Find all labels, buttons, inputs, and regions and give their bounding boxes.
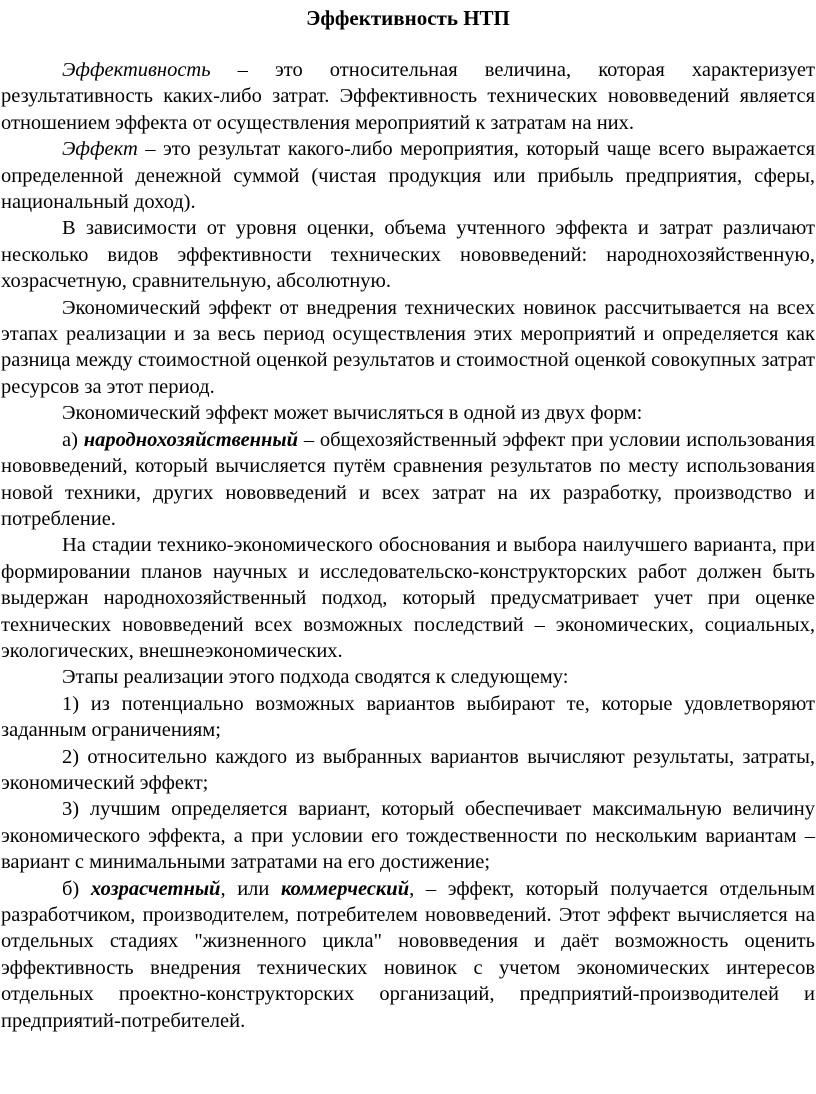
paragraph-text: – это относительная величина, которая характеризует результативность каких-либо затрат. Эффективность технических нововведений является отношением эффекта от осуществления мероприятий к затратам на них.	[1, 59, 815, 134]
paragraph-text: , – эффект, который получается отдельным разработчиком, производителем, потребителем нововведений. Этот эффект вычисляется на отдельных стадиях "жизненного цикла" нововведения и даёт возможность оценить эффективность внедрения технических новинок с учетом экономических интересов отдельных проектно-конструкторских организаций, предприятий-производителей и предприятий-потребителей.	[1, 877, 815, 1032]
term-efficiency: Эффективность	[62, 59, 211, 81]
list-item-stage-3: 3) лучшим определяется вариант, который обеспечивает максимальную величину экономического эффекта, а при условии его тождественности по нескольким вариантам – вариант с минимальными затратами на его достижение;	[1, 798, 815, 874]
term-national-economic: народнохозяйственный	[83, 428, 299, 451]
paragraph-two-forms: Экономический эффект может вычисляться в одной из двух форм:	[62, 402, 643, 425]
term-commercial: коммерческий	[280, 877, 410, 900]
list-item-stage-2: 2) относительно каждого из выбранных вариантов вычисляют результаты, затраты, экономический эффект;	[1, 745, 815, 794]
paragraph-text: – это результат какого-либо мероприятия, который чаще всего выражается определенной денежной суммой (чистая продукция или прибыль предприятия, сферы, национальный доход).	[1, 138, 815, 214]
list-item-stage-1: 1) из потенциально возможных вариантов выбирают те, которые удовлетворяют заданным ограничениям;	[1, 692, 815, 742]
paragraph-effect-definition	[1, 136, 815, 215]
paragraph-stages-intro: Этапы реализации этого подхода сводятся к следующему:	[62, 666, 569, 689]
list-marker: а)	[62, 428, 84, 451]
paragraph-text: – общехозяйственный эффект при условии использования нововведений, который вычисляется путём сравнения результатов по месту использования новой техники, других нововведений и всех затрат на их разработку, производство и потребление.	[1, 428, 815, 530]
paragraph-efficiency-definition	[1, 57, 815, 136]
paragraph-efficiency-types: В зависимости от уровня оценки, объема учтенного эффекта и затрат различают несколько видов эффективности технических нововведений: народнохозяйственную, хозрасчетную, сравнительную, абсолютную.	[1, 217, 815, 293]
paragraph-text: , или	[220, 877, 281, 900]
list-marker: б)	[62, 877, 91, 900]
paragraph-economic-effect: Экономический эффект от внедрения технических новинок рассчитывается на всех этапах реализации и за весь период осуществления этих мероприятий и определяется как разница между стоимостной оценкой результатов и стоимостной оценкой совокупных затрат ресурсов за этот период.	[1, 296, 815, 398]
term-effect: Эффект	[62, 138, 138, 161]
title-spacer	[1, 31, 815, 57]
paragraph-national-economic	[1, 427, 815, 533]
paragraph-feasibility-stage: На стадии технико-экономического обоснования и выбора наилучшего варианта, при формировании планов научных и исследовательско-конструкторских работ должен быть выдержан народнохозяйственный подход, который предусматривает учет при оценке технических нововведений всех возможных последствий – экономических, социальных, экологических, внешнеэкономических.	[1, 534, 815, 662]
paragraph-commercial	[1, 876, 815, 1034]
term-self-financing: хозрасчетный	[90, 877, 221, 900]
document-title: Эффективность НТП	[306, 6, 510, 30]
